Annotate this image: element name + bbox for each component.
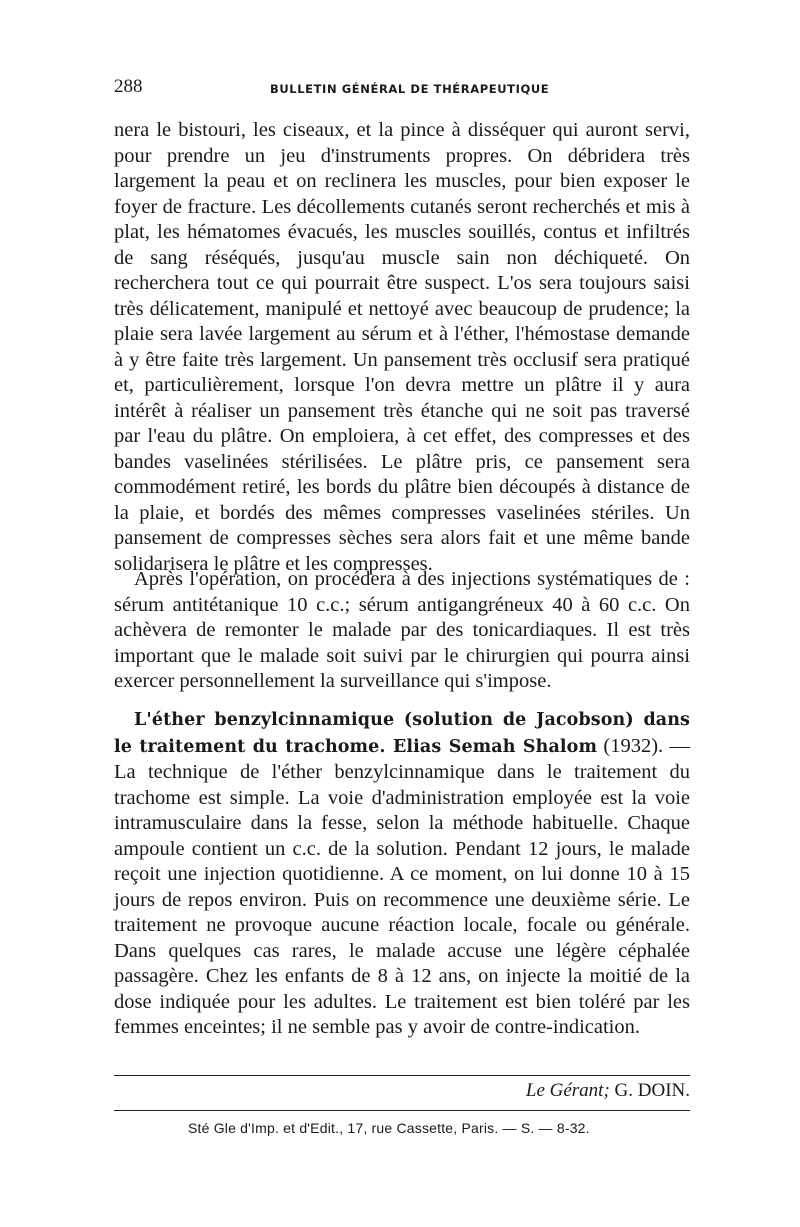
- continuation-text: nera le bistouri, les ciseaux, et la pince à disséquer qui auront servi, pour prendre un jeu d'instruments propres. On débridera très largement la peau et on reclinera les muscles, pour bien exposer le foyer de fracture. Les décollements cutanés seront recherchés et mis à plat, les hématomes évacués, les muscles souillés, contus et infiltrés de sang réséqués, jusqu'au muscle sain non déchiqueté. On recherchera tout ce qui pourrait être suspect. L'os sera toujours saisi très délicatement, manipulé et nettoyé avec beaucoup de prudence; la plaie sera lavée largement au sérum et à l'éther, l'hémostase demande à y être faite très largement. Un pansement très occlusif sera pratiqué et, particulièrement, lorsque l'on devra mettre un plâtre il y aura intérêt à réaliser un pansement très étanche qui ne soit pas traversé par l'eau du plâtre. On emploiera, à cet effet, des compresses et des bandes vaselinées stérilisées. Le plâtre pris, ce pansement sera commodément retiré, les bords du plâtre bien découpés à distance de la plaie, et bordés des mêmes compresses vaselinées stériles. Un pansement de compresses sèches sera alors fait et une même bande solidarisera le plâtre et les compresses.: [114, 119, 690, 575]
- continuation-paragraph: [114, 118, 690, 577]
- footer-rule-top: [114, 1075, 690, 1076]
- post-op-paragraph: [114, 567, 690, 695]
- signature: [526, 1080, 690, 1102]
- footer-rule-bottom: [114, 1110, 690, 1111]
- article-paragraph: [114, 707, 690, 1041]
- article-heading: L'éther benzylcinnamique (solution de Jacobson) dans le traitement du trachome. Elias Semah Shalom: [114, 710, 690, 757]
- article-abstract: [114, 707, 690, 1041]
- running-head: BULLETIN GÉNÉRAL DE THÉRAPEUTIQUE: [270, 82, 550, 96]
- article-dash: —: [669, 734, 691, 757]
- signature-title: Le Gérant;: [525, 1080, 610, 1101]
- printer-imprint: Sté Gle d'Imp. et d'Edit., 17, rue Cassette, Paris. — S. — 8-32.: [188, 1120, 590, 1136]
- signature-name: G. DOIN.: [614, 1080, 690, 1101]
- article-text: La technique de l'éther benzylcinnamique dans le traitement du trachome est simple. La voie d'administration employée est la voie intramusculaire dans la fesse, selon la méthode habituelle. Chaque ampoule contient un c.c. de la solution. Pendant 12 jours, le malade reçoit une injection quotidienne. A ce moment, on lui donne 10 à 15 jours de repos environ. Puis on recommence une deuxième série. Le traitement ne provoque aucune réaction locale, focale ou générale. Dans quelques cas rares, le malade accuse une légère céphalée passagère. Chez les enfants de 8 à 12 ans, on injecte la moitié de la dose indiquée pour les adultes. Le traitement est bien toléré par les femmes enceintes; il ne semble pas y avoir de contre-indication.: [114, 761, 690, 1038]
- page-number: 288: [114, 76, 143, 97]
- article-year: (1932).: [603, 734, 664, 757]
- post-op-text: Après l'opération, on procédera à des injections systématiques de : sérum antitétanique 10 c.c.; sérum antigangréneux 40 à 60 c.c. On achèvera de remonter le malade par des tonicardiaques. Il est très important que le malade soit suivi par le chirurgien qui pourra ainsi exercer personnellement la surveillance qui s'impose.: [114, 568, 690, 692]
